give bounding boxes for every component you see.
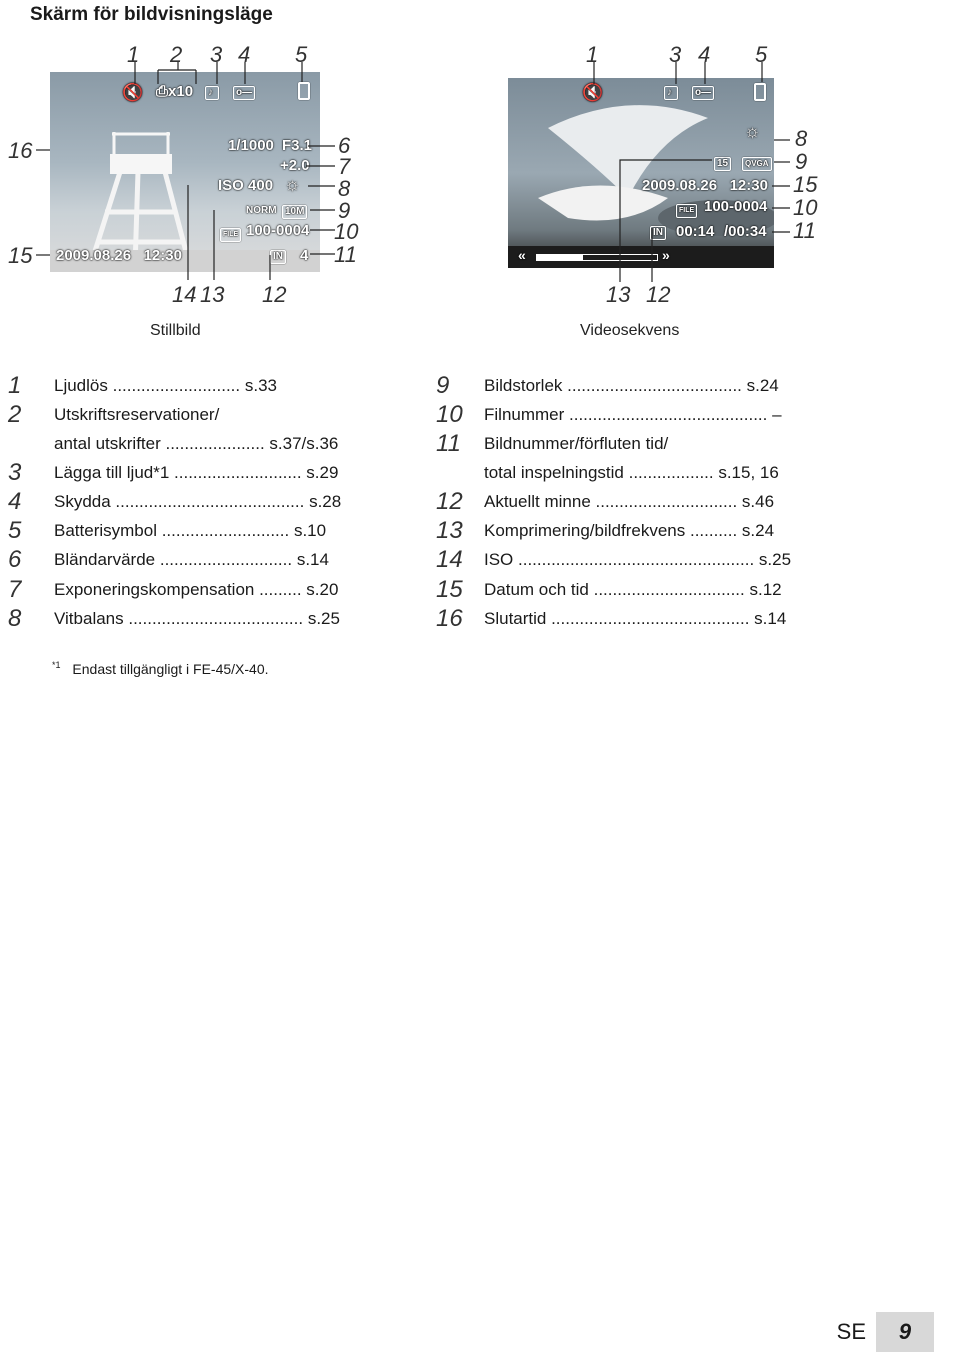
frame-count: 4 — [300, 247, 309, 264]
legend-item: Bildnummer/förfluten tid/ — [484, 434, 669, 453]
legend-num: 11 — [436, 430, 461, 457]
still-caption: Stillbild — [150, 322, 201, 339]
image-size-box: QVGA — [742, 157, 772, 171]
video-callout-8: 8 — [795, 126, 808, 151]
still-callout-5: 5 — [295, 42, 308, 67]
still-callout-1: 1 — [127, 42, 140, 67]
shutter-speed: 1/1000 — [228, 137, 274, 154]
legend-item: Bildstorlek ..................................... s.24 — [484, 376, 779, 395]
video-callout-5: 5 — [755, 42, 768, 67]
legend-num: 13 — [436, 517, 463, 544]
legend-num: 16 — [436, 605, 463, 632]
sound-icon: ♪ — [205, 83, 219, 100]
image-size-box: 10M — [282, 205, 307, 219]
iso-value: ISO 400 — [218, 177, 274, 194]
legend-item: ISO .................................................. s.25 — [484, 550, 792, 569]
legend-item: total inspelningstid .................. s.15, 16 — [484, 463, 779, 482]
exposure-compensation: +2.0 — [280, 157, 310, 174]
video-callout-3: 3 — [669, 42, 682, 67]
legend-item: Komprimering/bildfrekvens .......... s.24 — [484, 521, 775, 540]
video-callout-10: 10 — [793, 195, 818, 220]
legend-num: 5 — [8, 517, 22, 544]
legend-item: Batterisymbol ........................... s.10 — [54, 521, 327, 540]
legend-num: 2 — [8, 401, 22, 428]
still-callout-11: 11 — [334, 242, 357, 267]
rewind-icon: « — [518, 247, 526, 263]
protect-icon: o— — [692, 83, 714, 100]
legend-num: 9 — [436, 372, 450, 399]
legend-item: Aktuellt minne .............................. s.46 — [484, 492, 775, 511]
legend-item: Datum och tid ................................ s.12 — [484, 580, 782, 599]
video-callout-12: 12 — [646, 282, 671, 307]
video-callout-13: 13 — [606, 282, 631, 307]
video-callout-11: 11 — [793, 218, 816, 243]
footnote-mark: *1 — [52, 660, 61, 670]
section-heading: Skärm för bildvisningsläge — [30, 4, 273, 25]
legend-num: 1 — [8, 372, 22, 399]
date-time: 2009.08.26 12:30 — [642, 177, 768, 194]
compression-norm: NORM — [246, 205, 277, 216]
still-callout-6: 6 — [338, 133, 351, 158]
video-callout-15: 15 — [793, 172, 818, 197]
white-balance-sun-icon: ☼ — [744, 121, 761, 141]
legend-num: 7 — [8, 576, 22, 603]
legend-item: Exponeringskompensation ......... s.20 — [54, 580, 339, 599]
still-callout-8: 8 — [338, 176, 351, 201]
legend-num: 15 — [436, 576, 463, 603]
page-language: SE — [827, 1312, 876, 1352]
total-time: /00:34 — [724, 223, 767, 240]
file-number: 100-0004 — [704, 198, 768, 215]
legend-item: Skydda ........................................ s.28 — [54, 492, 342, 511]
legend-num: 14 — [436, 546, 463, 573]
date-time: 2009.08.26 12:30 — [56, 247, 182, 264]
mute-icon: 🔇 — [122, 83, 144, 102]
white-balance-sun-icon: ☼ — [284, 174, 301, 194]
fast-forward-icon: » — [662, 247, 670, 263]
still-callout-9: 9 — [338, 198, 351, 223]
legend-item: Filnummer .......................................... – — [484, 405, 782, 424]
file-number: 100-0004 — [246, 222, 310, 239]
still-callout-14: 14 — [172, 282, 197, 307]
still-callout-10: 10 — [334, 219, 359, 244]
still-callout-16: 16 — [8, 138, 33, 163]
file-label: FILE — [676, 204, 697, 218]
still-callout-12: 12 — [262, 282, 287, 307]
still-callout-3: 3 — [210, 42, 223, 67]
legend-num: 12 — [436, 488, 463, 515]
legend-item: Lägga till ljud*1 ........................... s.29 — [54, 463, 339, 482]
frame-rate-box: 15 — [714, 157, 731, 171]
sound-icon: ♪ — [664, 83, 678, 100]
still-callout-4: 4 — [238, 42, 251, 67]
legend-item: Utskriftsreservationer/ — [54, 405, 220, 424]
still-callout-13: 13 — [200, 282, 225, 307]
legend-item: Vitbalans ..................................... s.25 — [54, 609, 340, 628]
mute-icon: 🔇 — [582, 83, 604, 102]
legend-item: antal utskrifter ..................... s.37/s.36 — [54, 434, 339, 453]
page-badge — [827, 1312, 934, 1352]
memory-label: IN — [270, 250, 286, 264]
video-leader-lines — [0, 0, 960, 300]
still-callout-2: 2 — [170, 42, 183, 67]
print-icon: ⎙x10 — [156, 83, 194, 100]
legend-item: Bländarvärde ............................ s.14 — [54, 550, 329, 569]
elapsed-time: 00:14 — [676, 223, 715, 240]
legend-num: 3 — [8, 459, 22, 486]
file-label: FILE — [220, 228, 241, 242]
footnote-text: Endast tillgängligt i FE-45/X-40. — [72, 660, 269, 677]
legend-num: 8 — [8, 605, 22, 632]
legend-item: Ljudlös ........................... s.33 — [54, 376, 277, 395]
video-caption: Videosekvens — [580, 322, 680, 339]
still-callout-7: 7 — [338, 154, 351, 179]
still-callout-15: 15 — [8, 243, 33, 268]
copies-value: x10 — [168, 83, 194, 100]
video-callout-9: 9 — [795, 149, 808, 174]
aperture-value: F3.1 — [282, 137, 313, 154]
footnote — [52, 660, 269, 677]
legend-num: 4 — [8, 488, 22, 515]
video-callout-1: 1 — [586, 42, 599, 67]
protect-icon: o— — [233, 83, 255, 100]
legend-item: Slutartid .......................................... s.14 — [484, 609, 787, 628]
video-callout-4: 4 — [698, 42, 711, 67]
memory-label: IN — [650, 226, 666, 240]
legend-num: 6 — [8, 546, 22, 573]
legend-num: 10 — [436, 401, 463, 428]
page-number: 9 — [876, 1312, 934, 1352]
